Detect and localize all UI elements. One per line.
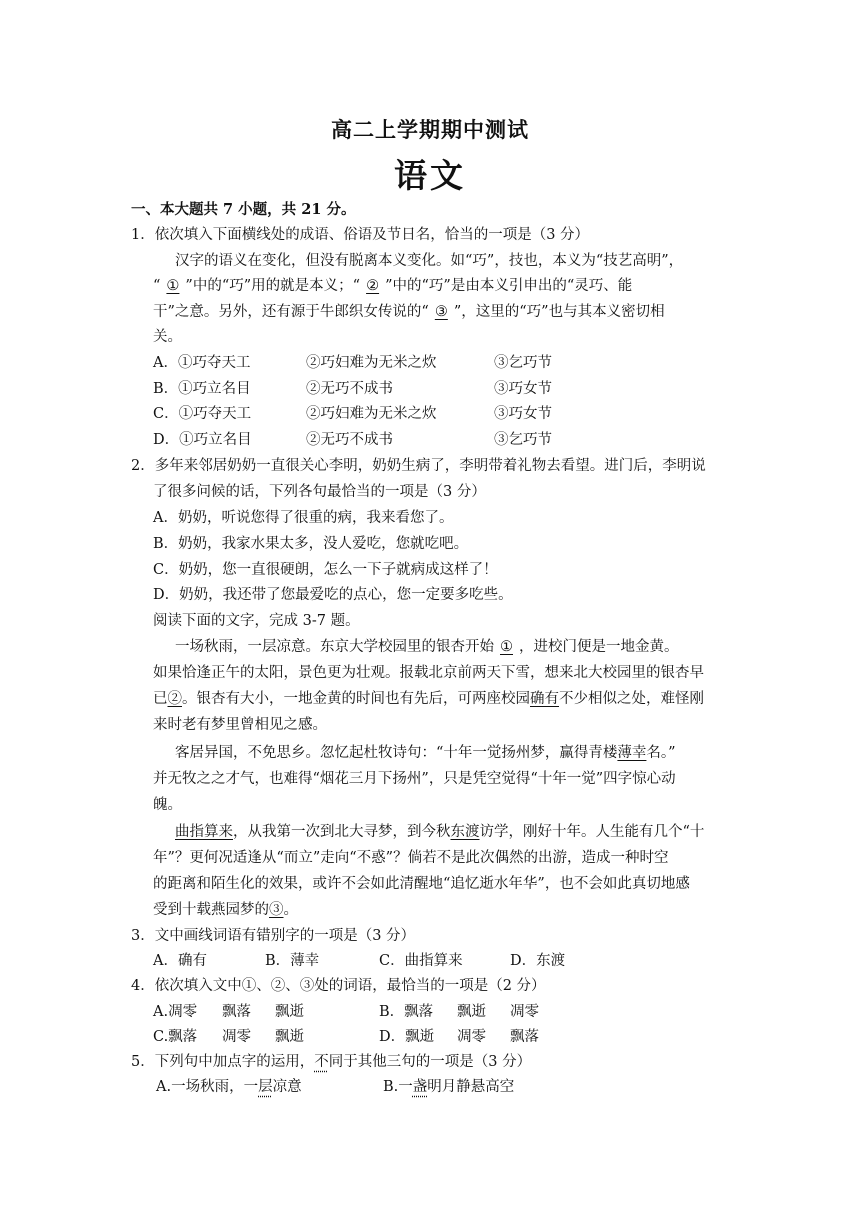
q1-option-a: A．①巧夺天工 <box>153 355 251 371</box>
q1-text-line-3: 干”之意。另外，还有源于牛郎织女传说的“ ③ ”，这里的“巧”也与其本义密切相 <box>153 304 665 320</box>
q4-option-a: A.凋零 <box>153 1004 198 1020</box>
passage-p1-line-4: 来时老有梦里曾相见之感。 <box>153 717 327 733</box>
q5-option-b: B.一盏明月静悬高空 <box>383 1079 515 1095</box>
q1-text-line-1: 汉字的语义在变化，但没有脱离本义变化。如“巧”，技也，本义为“技艺高明”， <box>175 253 684 269</box>
question-1-stem: 1．依次填入下面横线处的成语、俗语及节日名，恰当的一项是（3 分） <box>131 227 590 243</box>
passage-p1-line-1: 一场秋雨，一层凉意。东京大学校园里的银杏开始 ① ，进校门便是一地金黄。 <box>175 639 679 655</box>
q5-option-a: A.一场秋雨，一层凉意 <box>156 1079 302 1095</box>
q1-option-d: D．①巧立名目 <box>153 432 252 448</box>
q1-blank-2: ② <box>366 278 380 294</box>
passage-p3-line-2: 年”？更何况适逢从“而立”走向“不惑”？倘若不是此次偶然的出游，造成一种时空 <box>153 850 669 866</box>
reading-intro: 阅读下面的文字，完成 3-7 题。 <box>153 613 360 629</box>
passage-p3-line-1: 曲指算来，从我第一次到北大寻梦，到今秋东渡访学，刚好十年。人生能有几个“十 <box>175 824 705 840</box>
exam-title: 高二上学期期中测试 <box>331 117 529 142</box>
passage-p1-line-2: 如果恰逢正午的太阳，景色更为壮观。报载北京前两天下雪，想来北大校园里的银杏早 <box>153 665 704 681</box>
underlined-word-quzhisuanlai: 曲指算来 <box>175 824 233 840</box>
section-heading: 一、本大题共 7 小题，共 21 分。 <box>131 201 356 218</box>
q1-option-b: B．①巧立名目 <box>153 381 251 397</box>
q3-option-d: D．东渡 <box>510 953 566 969</box>
q2-option-d: D．奶奶，我还带了您最爱吃的点心，您一定要多吃些。 <box>153 587 513 603</box>
subject-title: 语文 <box>394 156 466 195</box>
dotted-char-zhan: 盏 <box>412 1079 428 1095</box>
q1-text-line-2: “ ① ”中的“巧”用的就是本义；“ ② ”中的“巧”是由本义引申出的“灵巧、能 <box>153 278 633 294</box>
q1-text-line-4: 关。 <box>153 329 182 345</box>
q3-option-c: C．曲指算来 <box>379 953 463 969</box>
question-3-stem: 3．文中画线词语有错别字的一项是（3 分） <box>131 928 416 944</box>
q3-option-a: A．确有 <box>153 953 207 969</box>
q4-option-d: D．飘逝 <box>379 1029 435 1045</box>
question-2-stem-line-2: 了很多问候的话，下列各句最恰当的一项是（3 分） <box>153 484 486 500</box>
q4-option-c: C.飘落 <box>153 1029 198 1045</box>
question-4-stem: 4．依次填入文中①、②、③处的词语，最恰当的一项是（2 分） <box>131 978 546 994</box>
passage-p2-line-3: 魄。 <box>153 797 182 813</box>
passage-p2-line-2: 并无牧之之才气，也难得“烟花三月下扬州”，只是凭空觉得“十年一觉”四字惊心动 <box>153 771 676 787</box>
q4-option-b: B．飘落 <box>379 1004 434 1020</box>
q1-blank-3: ③ <box>434 304 448 320</box>
passage-blank-2: ② <box>167 691 182 707</box>
passage-p3-line-3: 的距离和陌生化的效果，或许不会如此清醒地“追忆逝水年华”，也不会如此真切地感 <box>153 876 690 892</box>
passage-p3-line-4: 受到十载燕园梦的③。 <box>153 902 298 918</box>
underlined-word-queyou: 确有 <box>530 691 559 707</box>
passage-p2-line-1: 客居异国，不免思乡。忽忆起杜牧诗句：“十年一觉扬州梦，赢得青楼薄幸名。” <box>175 745 676 761</box>
passage-blank-3: ③ <box>269 902 284 918</box>
passage-blank-1: ① <box>500 639 513 655</box>
q2-option-a: A．奶奶，听说您得了很重的病，我来看您了。 <box>153 510 454 526</box>
underlined-word-dongdu: 东渡 <box>450 824 480 840</box>
q1-blank-1: ① <box>166 278 180 294</box>
question-2-stem-line-1: 2．多年来邻居奶奶一直很关心李明，奶奶生病了，李明带着礼物去看望。进门后，李明说 <box>131 458 706 474</box>
underlined-word-boxing: 薄幸 <box>617 745 647 761</box>
dotted-char-bu: 不 <box>314 1054 329 1070</box>
q2-option-c: C．奶奶，您一直很硬朗，怎么一下子就病成这样了！ <box>153 562 498 578</box>
question-5-stem: 5．下列句中加点字的运用，不同于其他三句的一项是（3 分） <box>131 1054 532 1070</box>
q2-option-b: B．奶奶，我家水果太多，没人爱吃，您就吃吧。 <box>153 536 469 552</box>
passage-p1-line-3: 已②。银杏有大小，一地金黄的时间也有先后，可两座校园确有不少相似之处，难怪刚 <box>153 691 704 707</box>
q3-option-b: B．薄幸 <box>265 953 320 969</box>
exam-page: 高二上学期期中测试 语文 一、本大题共 7 小题，共 21 分。 1．依次填入下面横线处的成语、俗语及节日名，恰当的一项是（3 分） 汉字的语义在变化，但没有脱离本义变化。如“巧”，技也，本义为“技艺高明”， “ ① ”中的“巧”用的就是本义；“ ② ”中的“巧”是由本义引申出的“灵巧、能 干”之意。另外，还有源于牛郎织女传说的“ ③ ”，这里的“巧”也与其本义密切相 关。 A．①巧夺天工 ②巧妇难为无米之炊 ③乞巧节 B．①巧立名目 ②无巧不成书 ③巧女节 C．①巧夺天工 ②巧妇难为无米之炊 ③巧女节 D．①巧立名目 ②无巧不成书 ③乞巧节 2．多年来邻居奶奶一直很关心李明，奶奶生病了，李明带着礼物去看望。进门后，李明说 了很多问候的话，下列各句最恰当的一项是（3 分） A．奶奶，听说您得了很重的病，我来看您了。 B．奶奶，我家水果太多，没人爱吃，您就吃吧。 C．奶奶，您一直很硬朗，怎么一下子就病成这样了！ D．奶奶，我还带了您最爱吃的点心，您一定要多吃些。 阅读下面的文字，完成 3-7 题。 一场秋雨，一层凉意。东京大学校园里的银杏开始 ① ，进校门便是一地金黄。 如果恰逢正午的太阳，景色更为壮观。报载北京前两天下雪，想来北大校园里的银杏早 已②。银杏有大小，一地金黄的时间也有先后，可两座校园确有不少相似之处，难怪刚 来时老有梦里曾相见之感。 客居异国，不免思乡。忽忆起杜牧诗句：“十年一觉扬州梦，赢得青楼薄幸名。” 并无牧之之才气，也难得“烟花三月下扬州”，只是凭空觉得“十年一觉”四字惊心动 魄。 曲指算来，从我第一次到北大寻梦，到今秋东渡访学，刚好十年。人生能有几个“十 年”？更何况适逢从“而立”走向“不惑”？倘若不是此次偶然的出游，造成一种时空 的距离和陌生化的效果，或许不会如此清醒地“追忆逝水年华”，也不会如此真切地感 受到十载燕园梦的③。 3．文中画线词语有错别字的一项是（3 分） A．确有 B．薄幸 C．曲指算来 D．东渡 4．依次填入文中①、②、③处的词语，最恰当的一项是（2 分） A.凋零 飘落 飘逝 B．飘落 飘逝 凋零 C.飘落 凋零 飘逝 D．飘逝 凋零 飘落 5．下列句中加点字的运用，不同于其他三句的一项是（3 分） A.一场秋雨，一层凉意 B.一盏明月静悬高空 <box>0 0 860 1216</box>
q1-option-c: C．①巧夺天工 <box>153 406 252 422</box>
dotted-char-ceng: 层 <box>258 1079 273 1095</box>
